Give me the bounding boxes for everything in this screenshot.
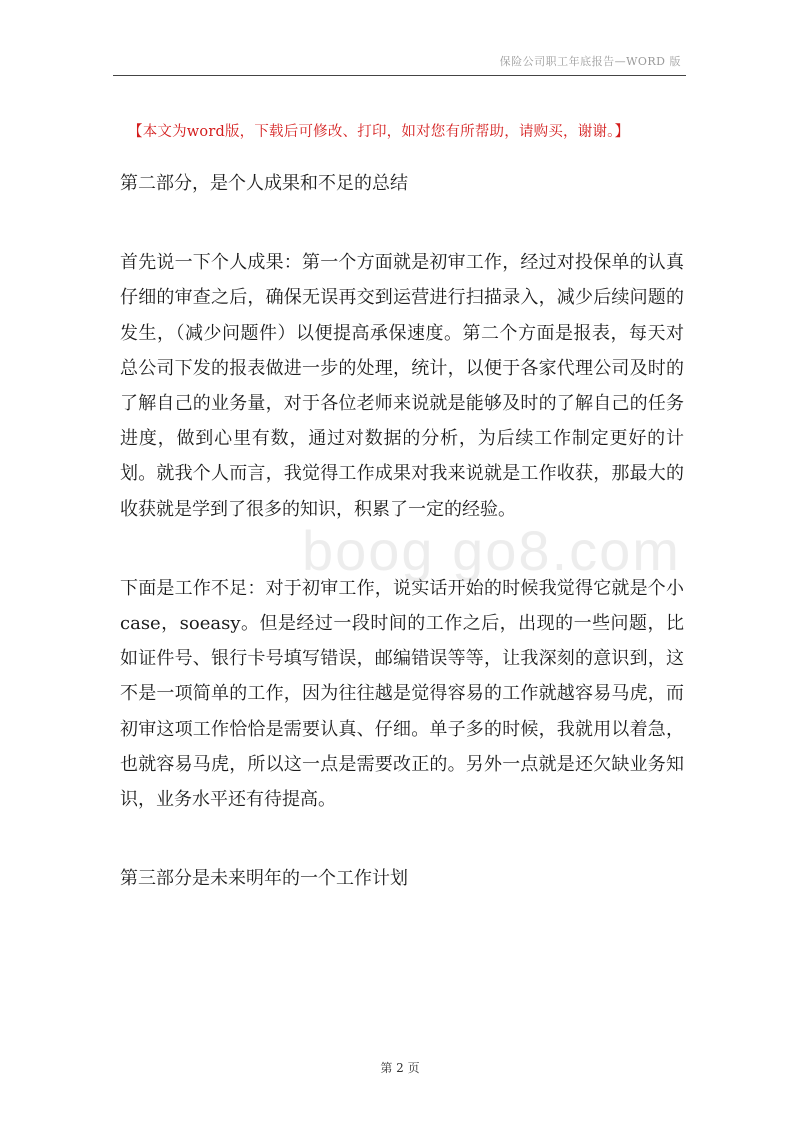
section-2-heading: 第二部分，是个人成果和不足的总结 (120, 173, 408, 194)
spacer (120, 527, 684, 571)
shortcomings-paragraph: 下面是工作不足：对于初审工作，说实话开始的时候我觉得它就是个小 case，soeasy。但是经过一段时间的工作之后，出现的一些问题，比如证件号、银行卡号填写错误，邮编错误等等，让我深刻的意识到，这不是一项简单的工作，因为往往越是觉得容易的工作就越容易马虎，而初审这项工作恰恰是需要认真、仔细。单子多的时候，我就用以着急，也就容易马虎，所以这一点是需要改正的。另外一点就是还欠缺业务知识，业务水平还有待提高。 (120, 577, 684, 811)
watermark: boog go8.com (302, 519, 681, 582)
section-3-heading: 第三部分是未来明年的一个工作计划 (120, 868, 408, 890)
header-divider (113, 75, 686, 76)
document-body (120, 166, 684, 896)
achievements-paragraph: 首先说一下个人成果：第一个方面就是初审工作，经过对投保单的认真仔细的审查之后，确保无误再交到运营进行扫描录入，减少后续问题的发生，（减少问题件）以便提高承保速度。第二个方面是报表，每天对总公司下发的报表做进一步的处理，统计，以便于各家代理公司及时的了解自己的业务量，对于各位老师来说就是能够及时的了解自己的任务进度，做到心里有数，通过对数据的分析，为后续工作制定更好的计划。就我个人而言，我觉得工作成果对我来说就是工作收获，那最大的收获就是学到了很多的知识，积累了一定的经验。 (120, 252, 684, 520)
running-header-title: 保险公司职工年底报告—WORD 版 (499, 55, 681, 68)
page-number: 第 2 页 (380, 1061, 420, 1075)
spacer (120, 201, 684, 245)
spacer (120, 817, 684, 861)
purchase-notice: 【本文为word版，下载后可修改、打印，如对您有所帮助，请购买，谢谢。】 (128, 124, 630, 140)
